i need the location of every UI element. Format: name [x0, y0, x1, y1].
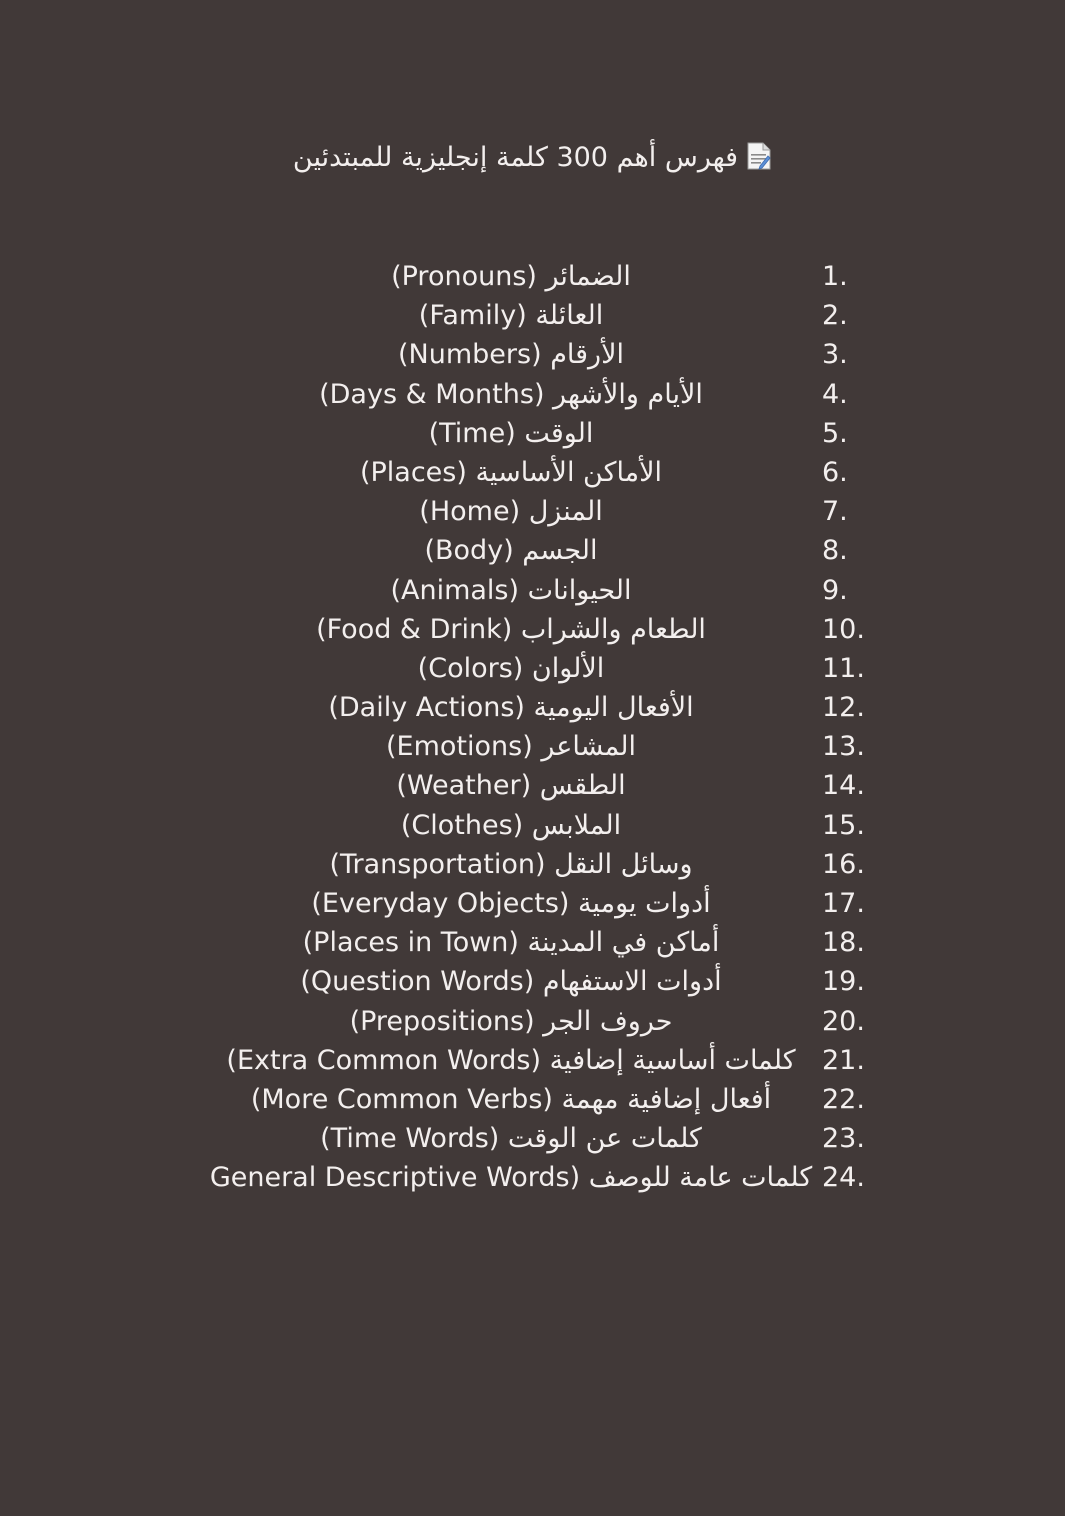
toc-item: [0, 766, 1065, 805]
toc-item-label: العائلة (Family): [418, 300, 604, 332]
toc-item-label: المشاعر (Emotions): [386, 731, 636, 763]
toc-item-label: الحيوانات (Animals): [390, 574, 632, 606]
toc-item: [0, 1158, 1065, 1197]
toc-item: [0, 1002, 1065, 1041]
toc-item-number: 10.: [822, 613, 865, 645]
toc-item: [0, 1041, 1065, 1080]
toc-item-number: 22.: [822, 1083, 865, 1115]
toc-item-label: الملابس (Clothes): [400, 809, 622, 841]
toc-item: [0, 531, 1065, 570]
toc-item: [0, 923, 1065, 962]
toc-item: [0, 335, 1065, 374]
toc-item-number: 21.: [822, 1044, 865, 1076]
toc-item: [0, 610, 1065, 649]
toc-item-number: 4.: [822, 378, 848, 410]
toc-item-number: 19.: [822, 966, 865, 998]
toc-item-number: 7.: [822, 496, 848, 528]
toc-item: [0, 375, 1065, 414]
toc-item-label: الوقت (Time): [428, 417, 594, 449]
toc-item-label: الجسم (Body): [424, 535, 598, 567]
toc-item: [0, 962, 1065, 1001]
toc-item: [0, 884, 1065, 923]
toc-item-label: أدوات يومية (Everyday Objects): [311, 888, 711, 919]
page-title: [0, 138, 1065, 178]
toc-item-number: 24.: [822, 1162, 865, 1194]
toc-item: [0, 1119, 1065, 1158]
toc-item-label: الأفعال اليومية (Daily Actions): [328, 692, 694, 724]
title-text: فهرس أهم 300 كلمة إنجليزية للمبتدئين: [292, 142, 739, 173]
toc-item-number: 16.: [822, 848, 865, 880]
toc-item-label: أدوات الاستفهام (Question Words): [300, 966, 722, 998]
toc-item-number: 9.: [822, 574, 848, 606]
toc-item-label: أماكن في المدينة (Places in Town): [302, 927, 720, 959]
table-of-contents: [0, 257, 1065, 1198]
toc-item-number: 17.: [822, 888, 865, 919]
toc-item-number: 11.: [822, 652, 865, 684]
toc-item-number: 15.: [822, 809, 865, 841]
toc-item-label: كلمات أساسية إضافية (Extra Common Words): [226, 1044, 796, 1076]
toc-item-number: 5.: [822, 417, 848, 449]
toc-item: [0, 806, 1065, 845]
toc-item-number: 2.: [822, 300, 848, 332]
toc-item: [0, 688, 1065, 727]
toc-item-label: كلمات عن الوقت (Time Words): [320, 1123, 702, 1155]
toc-item-number: 18.: [822, 927, 865, 959]
toc-item-label: الأماكن الأساسية (Places): [359, 456, 663, 488]
toc-item: [0, 845, 1065, 884]
toc-item-number: 3.: [822, 339, 848, 371]
toc-item-number: 13.: [822, 731, 865, 763]
toc-item-label: الطقس (Weather): [396, 770, 626, 802]
toc-item-label: حروف الجر (Prepositions): [349, 1005, 673, 1037]
toc-item-number: 1.: [822, 261, 848, 292]
document-icon: [746, 142, 772, 170]
toc-item: [0, 571, 1065, 610]
toc-item-label: وسائل النقل (Transportation): [329, 848, 693, 880]
toc-item-number: 12.: [822, 692, 865, 724]
toc-item-label: المنزل (Home): [419, 496, 603, 528]
toc-item-label: كلمات عامة للوصف (General Descriptive Words: [209, 1162, 813, 1194]
toc-item-label: الضمائر (Pronouns): [391, 261, 631, 292]
toc-item-number: 6.: [822, 456, 848, 488]
toc-item: [0, 296, 1065, 335]
toc-item: [0, 1080, 1065, 1119]
toc-item: [0, 649, 1065, 688]
toc-item-number: 20.: [822, 1005, 865, 1037]
toc-item-label: الأرقام (Numbers): [398, 339, 624, 371]
toc-item-number: 14.: [822, 770, 865, 802]
toc-item-label: أفعال إضافية مهمة (More Common Verbs): [250, 1083, 772, 1115]
toc-item-number: 23.: [822, 1123, 865, 1155]
toc-item: [0, 492, 1065, 531]
toc-item-label: الألوان (Colors): [417, 652, 605, 684]
toc-item-number: 8.: [822, 535, 848, 567]
toc-item-label: الأيام والأشهر (Days & Months): [319, 378, 703, 410]
toc-item-label: الطعام والشراب (Food & Drink): [316, 613, 706, 645]
toc-item: [0, 414, 1065, 453]
toc-item: [0, 453, 1065, 492]
toc-item: [0, 257, 1065, 296]
toc-item: [0, 727, 1065, 766]
